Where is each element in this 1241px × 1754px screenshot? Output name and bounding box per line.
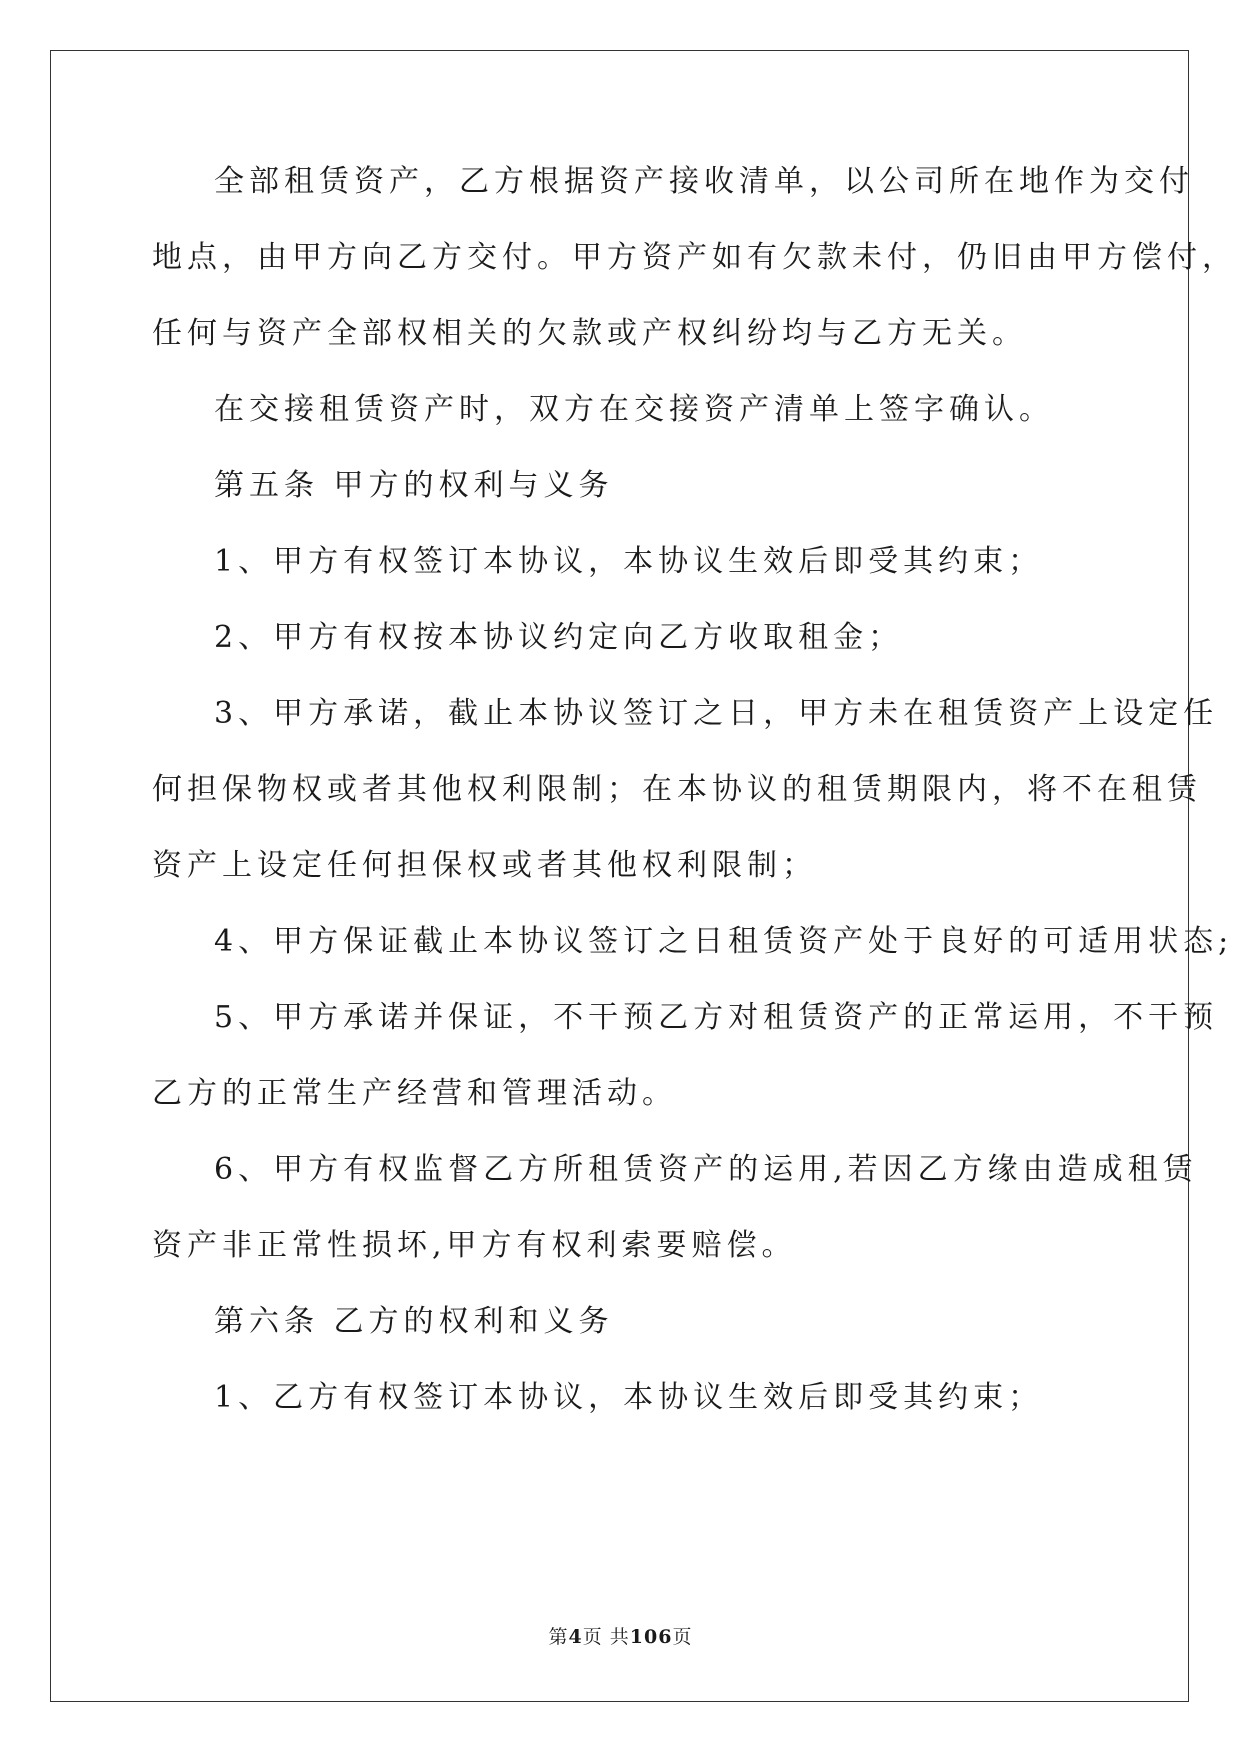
section-heading: 第六条 乙方的权利和义务 (214, 1304, 614, 1339)
paragraph-line: 1、乙方有权签订本协议，本协议生效后即受其约束； (214, 1380, 1044, 1415)
total-page-count: 106 (629, 1626, 673, 1648)
paragraph-line: 全部租赁资产，乙方根据资产接收清单，以公司所在地作为交付 (214, 164, 1194, 199)
paragraph-line: 地点，由甲方向乙方交付。甲方资产如有欠款未付，仍旧由甲方偿付， (152, 240, 1237, 275)
footer-middle: 页 共 (582, 1626, 630, 1648)
paragraph-line: 乙方的正常生产经营和管理活动。 (152, 1076, 677, 1111)
paragraph-line: 4、甲方保证截止本协议签订之日租赁资产处于良好的可适用状态; (214, 924, 1234, 959)
paragraph-line: 在交接租赁资产时，双方在交接资产清单上签字确认。 (214, 392, 1054, 427)
footer-suffix: 页 (672, 1626, 693, 1648)
paragraph-line: 1、甲方有权签订本协议，本协议生效后即受其约束； (214, 544, 1044, 579)
paragraph-line: 资产非正常性损坏,甲方有权利索要赔偿。 (152, 1228, 797, 1263)
paragraph-line: 资产上设定任何担保权或者其他权利限制； (152, 848, 817, 883)
paragraph-line: 5、甲方承诺并保证，不干预乙方对租赁资产的正常运用，不干预 (214, 1000, 1219, 1035)
paragraph-line: 任何与资产全部权相关的欠款或产权纠纷均与乙方无关。 (152, 316, 1027, 351)
current-page-number: 4 (568, 1626, 583, 1648)
page-footer (0, 1622, 1241, 1649)
section-heading: 第五条 甲方的权利与义务 (214, 468, 614, 503)
paragraph-line: 3、甲方承诺，截止本协议签订之日，甲方未在租赁资产上设定任 (214, 696, 1219, 731)
paragraph-line: 何担保物权或者其他权利限制；在本协议的租赁期限内，将不在租赁 (152, 772, 1202, 807)
footer-prefix: 第 (548, 1626, 569, 1648)
paragraph-line: 6、甲方有权监督乙方所租赁资产的运用,若因乙方缘由造成租赁 (214, 1152, 1198, 1187)
paragraph-line: 2、甲方有权按本协议约定向乙方收取租金； (214, 620, 904, 655)
